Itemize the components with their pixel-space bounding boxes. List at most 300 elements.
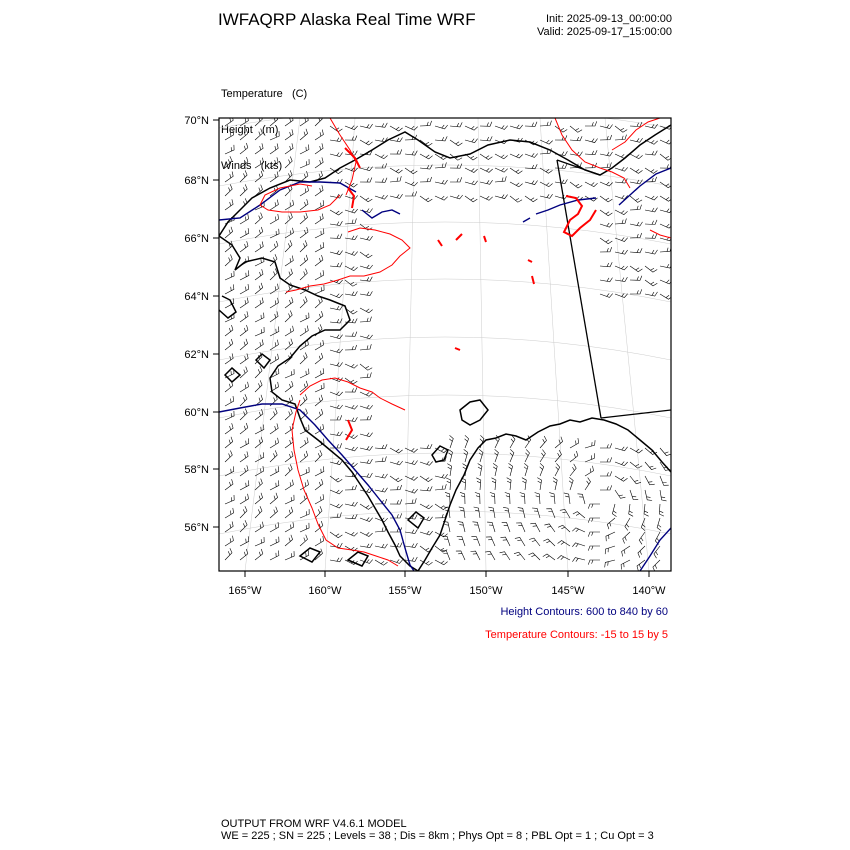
wind-barb	[375, 195, 388, 199]
init-time: Init: 2025-09-13_00:00:00	[546, 13, 672, 25]
wind-barb	[285, 115, 293, 126]
wind-barb	[540, 140, 553, 144]
wind-barb	[360, 364, 372, 370]
wind-barb	[345, 485, 357, 490]
wind-barb	[360, 473, 372, 477]
wind-barb	[345, 209, 358, 213]
wind-barb	[285, 464, 292, 476]
wind-barb	[240, 367, 247, 378]
graticule	[219, 108, 671, 571]
wind-barb	[270, 551, 279, 561]
wind-barb	[300, 199, 308, 210]
wind-barb	[315, 353, 323, 364]
wind-barb	[510, 125, 523, 129]
wind-barb	[390, 149, 402, 154]
wind-barb	[330, 504, 343, 508]
wind-barb	[549, 493, 555, 504]
wind-barb	[645, 151, 657, 155]
wind-barb	[330, 490, 343, 494]
wind-barb	[225, 184, 232, 196]
wind-barb	[405, 151, 417, 156]
wind-barb	[225, 536, 233, 546]
wind-barb	[270, 241, 278, 252]
wind-barb	[240, 241, 248, 252]
wind-barb	[360, 265, 373, 269]
wind-barb	[240, 270, 249, 280]
wind-barb	[300, 145, 309, 155]
wind-barb	[570, 136, 582, 141]
wind-barb	[555, 164, 567, 169]
wind-barb	[315, 383, 324, 392]
wind-barb	[588, 504, 600, 509]
wind-barb	[600, 238, 612, 244]
wind-barb	[225, 548, 232, 560]
wind-barb	[630, 168, 643, 173]
wind-barb	[240, 170, 247, 182]
wind-barb	[546, 509, 555, 518]
wind-barb	[240, 157, 248, 168]
wind-barb	[255, 171, 263, 182]
wind-barb	[570, 126, 582, 132]
wind-barb	[456, 551, 465, 560]
wind-barb	[543, 554, 555, 560]
wind-barb	[270, 214, 279, 224]
wind-barb	[360, 459, 372, 463]
wind-barb	[375, 154, 388, 159]
wind-barb	[360, 196, 372, 202]
wind-barb	[315, 409, 323, 420]
wind-barb	[615, 219, 626, 225]
wind-barb	[457, 536, 465, 546]
wind-barb	[645, 292, 658, 296]
temperature-contours	[260, 118, 671, 566]
wind-barb	[225, 227, 233, 238]
wind-barb	[240, 451, 248, 462]
lat-label: 62°N	[184, 349, 209, 361]
wind-barb	[285, 369, 294, 378]
wind-barb	[540, 182, 553, 187]
wind-barb	[270, 438, 279, 448]
plot-title: IWFAQRP Alaska Real Time WRF	[218, 10, 476, 29]
wind-barb	[458, 522, 465, 532]
wind-barb	[588, 546, 600, 551]
wind-barb	[285, 326, 294, 336]
wind-barb	[255, 466, 264, 476]
wind-barb	[600, 293, 613, 297]
wind-barb	[330, 262, 342, 267]
wind-barb	[585, 150, 597, 155]
wind-barb	[645, 280, 657, 286]
wind-barb	[225, 495, 234, 504]
wind-barb	[375, 444, 387, 449]
wind-barb	[315, 479, 323, 490]
wind-barb	[345, 447, 358, 451]
wind-barb	[315, 185, 323, 196]
wind-barb	[528, 553, 540, 560]
wind-barb	[420, 154, 433, 159]
wind-barb	[270, 507, 278, 518]
wind-barb	[600, 485, 612, 490]
wind-barb	[645, 234, 657, 239]
wind-barb	[630, 462, 642, 468]
wind-barb	[473, 522, 481, 532]
wind-barb	[459, 507, 465, 518]
wind-barb	[405, 529, 417, 533]
wind-barb	[450, 122, 462, 127]
wind-barb	[570, 464, 576, 476]
wind-barb	[225, 172, 233, 183]
wind-barb	[330, 234, 342, 239]
wind-barb	[529, 538, 540, 546]
wind-barb	[345, 345, 357, 350]
wind-barb	[240, 339, 248, 350]
lon-label: 160°W	[308, 585, 342, 597]
field-unit: (kts)	[260, 160, 283, 172]
wind-barb	[255, 340, 263, 351]
wind-barb	[420, 196, 432, 202]
wind-barb	[564, 493, 570, 504]
wind-barb	[630, 222, 643, 226]
wind-barb	[360, 504, 373, 509]
wind-barb	[435, 180, 448, 184]
wind-barb	[285, 495, 294, 504]
wind-barb	[660, 448, 671, 456]
wind-barb	[645, 266, 657, 272]
wind-barb	[420, 461, 433, 465]
wind-barb	[621, 560, 630, 570]
wind-barb	[522, 478, 526, 490]
wind-barb	[255, 313, 264, 322]
wind-barb	[240, 311, 248, 322]
wind-barb	[375, 178, 387, 183]
wind-barb	[659, 504, 664, 516]
wind-barb	[615, 462, 628, 466]
wind-barb	[285, 451, 293, 462]
wind-barb	[435, 504, 447, 510]
wind-barb	[330, 319, 342, 324]
wind-barb	[285, 507, 293, 518]
wind-barb	[360, 124, 373, 128]
wind-barb	[555, 437, 563, 448]
wind-barb	[300, 313, 309, 322]
wind-barb	[420, 476, 432, 482]
wind-barb	[630, 276, 642, 281]
wind-barb	[345, 405, 358, 409]
wind-barb	[240, 494, 249, 504]
wind-barb	[255, 283, 263, 294]
wind-barb	[630, 138, 643, 142]
wind-barb	[478, 464, 482, 477]
field-name: Height	[221, 124, 253, 136]
border-line	[557, 160, 671, 418]
wind-barb	[450, 164, 462, 169]
wind-barb	[600, 182, 613, 186]
wind-barb	[505, 492, 510, 504]
wind-barb	[255, 537, 264, 546]
wind-barb	[255, 242, 263, 253]
wind-barb	[270, 115, 278, 126]
wind-barb	[300, 437, 308, 448]
wind-barb	[315, 368, 324, 378]
wind-barb	[629, 504, 633, 516]
wind-barb	[435, 474, 448, 478]
wind-barb	[285, 129, 293, 140]
wind-barb	[450, 140, 462, 146]
wind-barb	[240, 520, 247, 532]
wind-barb	[300, 509, 309, 518]
wind-barb	[645, 462, 656, 470]
wind-barb	[600, 443, 612, 448]
wind-barb	[345, 136, 357, 141]
wind-barb	[495, 168, 508, 172]
wind-barb	[270, 493, 278, 504]
wind-barb	[493, 463, 497, 476]
wind-barb	[315, 214, 323, 224]
wind-barb	[375, 123, 387, 127]
wind-barb	[270, 450, 277, 462]
wind-barb	[270, 537, 279, 546]
wind-barb	[420, 121, 432, 126]
wind-barb	[270, 200, 278, 210]
wind-barb	[442, 536, 450, 546]
wind-barb	[544, 524, 555, 532]
wind-barb	[465, 168, 478, 173]
wind-barb	[475, 492, 480, 504]
wind-barb	[330, 294, 343, 298]
wind-barb	[510, 182, 523, 187]
wind-barb	[315, 297, 322, 308]
wind-barb	[600, 471, 612, 476]
wind-barb	[345, 126, 358, 130]
wind-barb	[345, 195, 358, 199]
wind-barb	[330, 210, 343, 215]
wind-barb	[315, 466, 324, 476]
wind-barb	[315, 270, 324, 280]
wind-barb	[345, 332, 357, 337]
wind-barb	[225, 396, 234, 406]
wind-barb	[255, 380, 262, 392]
wind-barb	[615, 277, 627, 281]
wind-barb	[330, 362, 343, 366]
wind-barb	[390, 476, 402, 482]
map-area	[219, 108, 673, 572]
wind-barb	[585, 440, 595, 448]
wind-barb	[225, 423, 233, 434]
field-unit: (C)	[291, 88, 308, 100]
wind-barb	[623, 532, 630, 544]
wind-barb	[630, 205, 642, 210]
wind-barb	[514, 552, 525, 560]
wind-barb	[255, 269, 263, 280]
wind-barb	[644, 504, 649, 516]
wind-barb	[476, 478, 481, 490]
wind-barb	[495, 176, 506, 182]
wind-barb	[420, 444, 432, 449]
wind-barb	[600, 196, 612, 202]
wind-barb	[471, 537, 480, 546]
wind-barb	[300, 269, 307, 280]
lat-label: 56°N	[184, 522, 209, 534]
model-config: WE = 225 ; SN = 225 ; Levels = 38 ; Dis = 8km ; Phys Opt = 8 ; PBL Opt = 1 ; Cu Opt = 3	[221, 830, 654, 842]
wind-barb	[330, 349, 343, 353]
field-name: Winds	[221, 160, 252, 172]
wind-barb	[330, 221, 342, 225]
wind-barb	[285, 240, 292, 252]
wind-barb	[225, 508, 234, 518]
wind-barb	[435, 136, 447, 141]
wind-barb	[625, 518, 630, 531]
wind-barb	[360, 252, 372, 258]
wind-barb	[465, 181, 478, 185]
wind-barb	[240, 438, 249, 448]
wind-barb	[285, 213, 292, 224]
wind-barb	[569, 477, 573, 490]
wind-barb	[479, 449, 483, 462]
wind-barb	[540, 194, 553, 198]
wind-barb	[420, 504, 433, 509]
wind-barb	[300, 129, 308, 140]
wind-barb	[225, 522, 233, 533]
wind-barb	[612, 504, 616, 517]
wind-barb	[285, 409, 292, 420]
wind-barb	[630, 490, 638, 500]
wind-barb	[315, 157, 323, 168]
wind-barb	[285, 143, 293, 154]
wind-barb	[360, 532, 373, 537]
wind-barb	[495, 125, 508, 129]
wind-barb	[537, 478, 541, 490]
wind-barb	[573, 512, 585, 518]
wind-barb	[471, 551, 481, 560]
wind-barb	[507, 478, 511, 490]
wind-barb	[240, 382, 249, 392]
wind-barb	[630, 476, 641, 484]
wind-barb	[330, 194, 343, 198]
lon-label: 145°W	[551, 585, 585, 597]
wind-barb	[606, 532, 615, 541]
wind-barb	[615, 293, 628, 297]
wind-barb	[540, 463, 544, 476]
wind-barb	[225, 255, 232, 267]
wind-barb	[330, 415, 342, 420]
wind-barb	[465, 196, 477, 202]
wind-barb	[270, 480, 279, 490]
wind-barb	[588, 532, 600, 537]
wind-barb	[585, 182, 598, 187]
lat-label: 58°N	[184, 464, 209, 476]
wind-barb	[502, 522, 510, 532]
wind-barb	[600, 262, 612, 267]
wind-barb	[460, 492, 465, 504]
wind-barb	[300, 240, 307, 252]
wind-barb	[543, 539, 555, 546]
lon-label: 140°W	[632, 585, 666, 597]
wind-barb	[315, 311, 323, 322]
wind-barb	[270, 144, 278, 155]
wind-barb	[390, 176, 401, 182]
wind-barb	[450, 177, 462, 182]
wind-barb	[480, 180, 493, 184]
height-contour-note: Height Contours: 600 to 840 by 60	[500, 606, 668, 618]
wind-barb	[375, 163, 387, 168]
wind-barb	[600, 223, 613, 227]
wind-barb	[300, 451, 308, 462]
wind-barb	[524, 463, 528, 476]
wind-barb	[487, 522, 495, 532]
wind-barb	[420, 486, 432, 491]
wind-barb	[435, 484, 446, 490]
wind-barb	[285, 269, 293, 280]
wind-barb	[240, 325, 248, 336]
wind-barb	[225, 271, 234, 280]
wind-barb	[360, 446, 373, 450]
wind-barb	[360, 415, 372, 420]
wind-barb	[420, 177, 432, 182]
wind-barb	[600, 125, 613, 129]
wind-barb	[645, 476, 655, 485]
model-version: OUTPUT FROM WRF V4.6.1 MODEL	[221, 818, 407, 830]
wind-barb	[615, 476, 628, 481]
wind-barb	[555, 195, 568, 199]
wind-barb	[345, 532, 358, 536]
wind-barb	[315, 255, 323, 266]
wind-barb	[510, 168, 522, 174]
wind-barb	[615, 167, 628, 171]
wind-barb	[605, 546, 615, 554]
wind-barb	[360, 277, 372, 281]
wind-barb	[300, 227, 308, 238]
wind-barb	[225, 284, 234, 294]
wind-barb	[653, 560, 660, 572]
wind-barb	[572, 528, 585, 532]
wind-barb	[285, 256, 293, 266]
wind-barb	[360, 335, 373, 339]
wind-barb	[285, 157, 292, 169]
wind-barb	[615, 250, 628, 254]
wind-barb	[560, 509, 570, 518]
lat-label: 64°N	[184, 291, 209, 303]
wind-barb	[525, 153, 538, 157]
wind-barb	[622, 546, 630, 556]
wind-barb	[520, 493, 525, 505]
wind-barb	[240, 394, 247, 406]
wind-barb	[645, 250, 658, 254]
wind-barb	[225, 451, 232, 463]
wind-barb	[255, 143, 263, 154]
wind-barb	[390, 499, 402, 504]
wind-barb	[285, 381, 293, 392]
wind-barb	[375, 526, 386, 532]
wind-barb	[525, 181, 538, 185]
wind-barb	[330, 558, 342, 562]
wind-barb	[300, 369, 309, 378]
wind-barb	[330, 392, 343, 396]
wind-barb	[330, 152, 343, 156]
wind-barb	[405, 557, 417, 561]
wind-barb	[615, 135, 627, 140]
wind-barb	[435, 546, 447, 552]
wind-barb	[553, 478, 557, 491]
wind-barb	[510, 449, 514, 462]
wind-barb	[255, 327, 264, 336]
wind-barb	[585, 139, 598, 143]
lat-label: 66°N	[184, 233, 209, 245]
lat-label: 60°N	[184, 407, 209, 419]
lon-label: 155°W	[388, 585, 422, 597]
wind-barb	[420, 531, 433, 535]
wind-barb	[345, 502, 358, 506]
wind-barb	[645, 220, 657, 225]
